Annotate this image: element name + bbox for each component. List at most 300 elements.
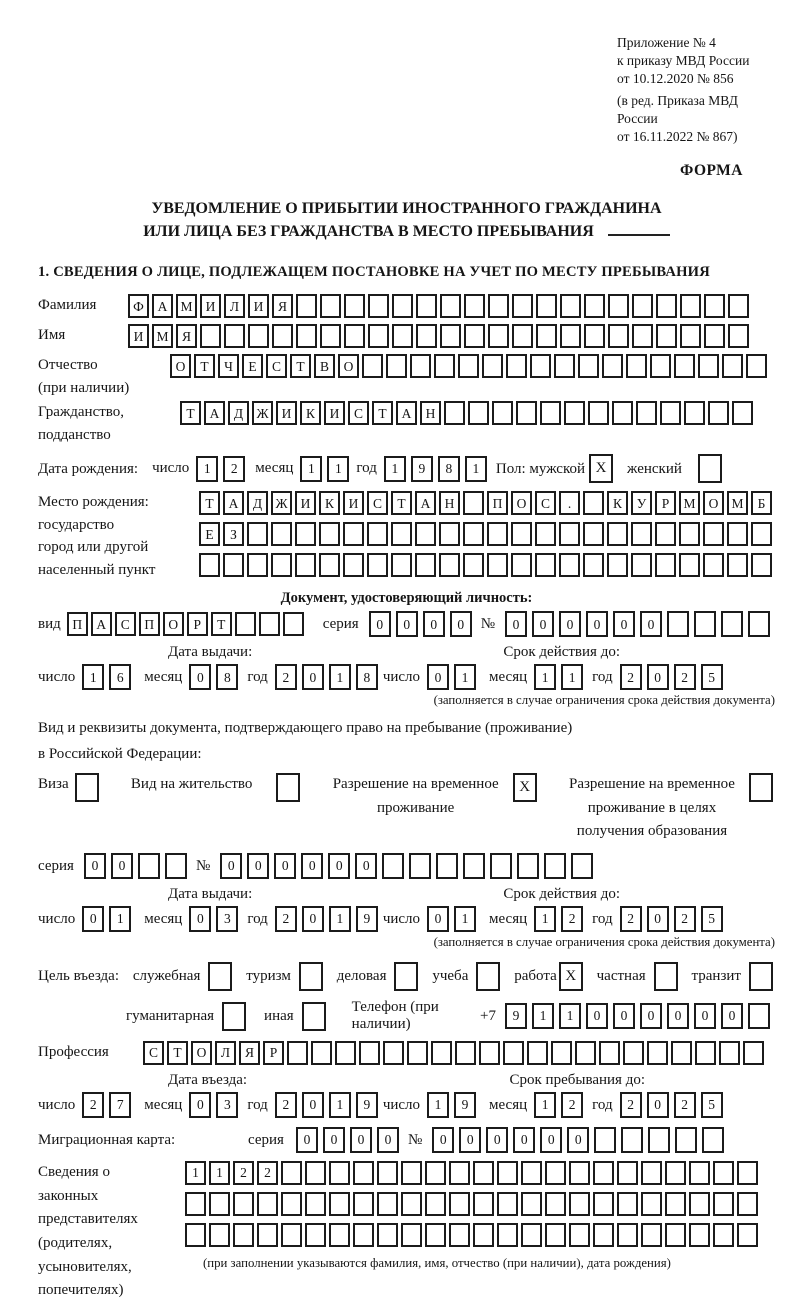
char-cell[interactable]: И: [200, 294, 221, 318]
char-cell[interactable]: [199, 553, 220, 577]
char-cell[interactable]: [463, 853, 485, 879]
char-cell[interactable]: 0: [302, 664, 324, 690]
char-cell[interactable]: [383, 1041, 404, 1065]
char-cell[interactable]: [623, 1041, 644, 1065]
char-cell[interactable]: [353, 1223, 374, 1247]
char-cell[interactable]: [521, 1192, 542, 1216]
char-cell[interactable]: [464, 294, 485, 318]
char-cell[interactable]: [497, 1161, 518, 1185]
char-cell[interactable]: О: [511, 491, 532, 515]
char-cell[interactable]: 0: [640, 611, 662, 637]
char-cell[interactable]: [335, 1041, 356, 1065]
char-cell[interactable]: 0: [721, 1003, 743, 1029]
char-cell[interactable]: [281, 1223, 302, 1247]
char-cell[interactable]: 1: [532, 1003, 554, 1029]
char-cell[interactable]: [281, 1192, 302, 1216]
char-cell[interactable]: Т: [180, 401, 201, 425]
char-cell[interactable]: [415, 522, 436, 546]
char-cell[interactable]: 0: [613, 611, 635, 637]
char-cell[interactable]: С: [535, 491, 556, 515]
char-cell[interactable]: [305, 1223, 326, 1247]
char-cell[interactable]: [165, 853, 187, 879]
char-cell[interactable]: [631, 522, 652, 546]
char-cell[interactable]: [235, 612, 256, 636]
char-cell[interactable]: 1: [209, 1161, 230, 1185]
char-cell[interactable]: П: [139, 612, 160, 636]
char-cell[interactable]: [530, 354, 551, 378]
char-cell[interactable]: 0: [540, 1127, 562, 1153]
purpose-commercial-checkbox[interactable]: [394, 962, 418, 991]
char-cell[interactable]: 8: [216, 664, 238, 690]
char-cell[interactable]: А: [415, 491, 436, 515]
char-cell[interactable]: [521, 1161, 542, 1185]
char-cell[interactable]: [713, 1161, 734, 1185]
char-cell[interactable]: [458, 354, 479, 378]
char-cell[interactable]: [554, 354, 575, 378]
char-cell[interactable]: [320, 324, 341, 348]
sex-female-checkbox[interactable]: [698, 454, 722, 483]
char-cell[interactable]: В: [314, 354, 335, 378]
char-cell[interactable]: [305, 1192, 326, 1216]
char-cell[interactable]: [386, 354, 407, 378]
char-cell[interactable]: Т: [199, 491, 220, 515]
char-cell[interactable]: 2: [275, 664, 297, 690]
char-cell[interactable]: [748, 1003, 770, 1029]
char-cell[interactable]: [296, 324, 317, 348]
char-cell[interactable]: [382, 853, 404, 879]
char-cell[interactable]: М: [727, 491, 748, 515]
char-cell[interactable]: 0: [189, 906, 211, 932]
char-cell[interactable]: [377, 1223, 398, 1247]
char-cell[interactable]: [713, 1192, 734, 1216]
char-cell[interactable]: Т: [391, 491, 412, 515]
char-cell[interactable]: 0: [296, 1127, 318, 1153]
char-cell[interactable]: 1: [185, 1161, 206, 1185]
temp-residence-checkbox[interactable]: X: [513, 773, 537, 802]
char-cell[interactable]: [482, 354, 503, 378]
char-cell[interactable]: 3: [216, 1092, 238, 1118]
char-cell[interactable]: М: [679, 491, 700, 515]
char-cell[interactable]: 8: [356, 664, 378, 690]
char-cell[interactable]: 9: [356, 906, 378, 932]
char-cell[interactable]: А: [152, 294, 173, 318]
char-cell[interactable]: Е: [242, 354, 263, 378]
char-cell[interactable]: 2: [561, 1092, 583, 1118]
char-cell[interactable]: [689, 1223, 710, 1247]
char-cell[interactable]: Ж: [271, 491, 292, 515]
char-cell[interactable]: 8: [438, 456, 460, 482]
char-cell[interactable]: [748, 611, 770, 637]
char-cell[interactable]: 0: [423, 611, 445, 637]
char-cell[interactable]: [319, 522, 340, 546]
char-cell[interactable]: Д: [228, 401, 249, 425]
char-cell[interactable]: Т: [290, 354, 311, 378]
char-cell[interactable]: О: [338, 354, 359, 378]
char-cell[interactable]: 1: [329, 664, 351, 690]
char-cell[interactable]: Н: [420, 401, 441, 425]
char-cell[interactable]: [209, 1192, 230, 1216]
char-cell[interactable]: И: [295, 491, 316, 515]
char-cell[interactable]: [569, 1192, 590, 1216]
char-cell[interactable]: [344, 324, 365, 348]
char-cell[interactable]: [295, 522, 316, 546]
char-cell[interactable]: 9: [454, 1092, 476, 1118]
char-cell[interactable]: С: [115, 612, 136, 636]
char-cell[interactable]: [708, 401, 729, 425]
char-cell[interactable]: [584, 324, 605, 348]
char-cell[interactable]: [632, 324, 653, 348]
char-cell[interactable]: [377, 1192, 398, 1216]
char-cell[interactable]: [353, 1161, 374, 1185]
char-cell[interactable]: [344, 294, 365, 318]
char-cell[interactable]: 1: [384, 456, 406, 482]
purpose-study-checkbox[interactable]: [476, 962, 500, 991]
char-cell[interactable]: [449, 1192, 470, 1216]
char-cell[interactable]: [233, 1223, 254, 1247]
char-cell[interactable]: Т: [372, 401, 393, 425]
char-cell[interactable]: [607, 553, 628, 577]
char-cell[interactable]: О: [163, 612, 184, 636]
char-cell[interactable]: Л: [215, 1041, 236, 1065]
char-cell[interactable]: [612, 401, 633, 425]
char-cell[interactable]: [311, 1041, 332, 1065]
char-cell[interactable]: [368, 324, 389, 348]
char-cell[interactable]: [223, 553, 244, 577]
char-cell[interactable]: [377, 1161, 398, 1185]
char-cell[interactable]: П: [67, 612, 88, 636]
char-cell[interactable]: [401, 1223, 422, 1247]
char-cell[interactable]: [536, 324, 557, 348]
char-cell[interactable]: [425, 1192, 446, 1216]
char-cell[interactable]: [479, 1041, 500, 1065]
char-cell[interactable]: [401, 1192, 422, 1216]
char-cell[interactable]: [416, 294, 437, 318]
char-cell[interactable]: [632, 294, 653, 318]
char-cell[interactable]: Р: [263, 1041, 284, 1065]
char-cell[interactable]: [425, 1223, 446, 1247]
char-cell[interactable]: 0: [350, 1127, 372, 1153]
char-cell[interactable]: [392, 324, 413, 348]
char-cell[interactable]: [737, 1223, 758, 1247]
char-cell[interactable]: [665, 1192, 686, 1216]
char-cell[interactable]: [593, 1223, 614, 1247]
char-cell[interactable]: 0: [613, 1003, 635, 1029]
sex-male-checkbox[interactable]: X: [589, 454, 613, 483]
char-cell[interactable]: [359, 1041, 380, 1065]
char-cell[interactable]: [535, 522, 556, 546]
char-cell[interactable]: 1: [559, 1003, 581, 1029]
char-cell[interactable]: 1: [534, 906, 556, 932]
char-cell[interactable]: 3: [216, 906, 238, 932]
char-cell[interactable]: 0: [486, 1127, 508, 1153]
char-cell[interactable]: С: [143, 1041, 164, 1065]
char-cell[interactable]: 0: [586, 611, 608, 637]
char-cell[interactable]: [271, 522, 292, 546]
char-cell[interactable]: [431, 1041, 452, 1065]
char-cell[interactable]: 2: [275, 906, 297, 932]
char-cell[interactable]: [257, 1223, 278, 1247]
char-cell[interactable]: [544, 853, 566, 879]
char-cell[interactable]: [575, 1041, 596, 1065]
char-cell[interactable]: 2: [223, 456, 245, 482]
char-cell[interactable]: [492, 401, 513, 425]
char-cell[interactable]: [368, 294, 389, 318]
char-cell[interactable]: 1: [196, 456, 218, 482]
char-cell[interactable]: [449, 1161, 470, 1185]
char-cell[interactable]: [329, 1223, 350, 1247]
title-blank-line[interactable]: [608, 220, 670, 236]
char-cell[interactable]: [559, 522, 580, 546]
char-cell[interactable]: Т: [194, 354, 215, 378]
char-cell[interactable]: 1: [534, 1092, 556, 1118]
char-cell[interactable]: [671, 1041, 692, 1065]
char-cell[interactable]: [425, 1161, 446, 1185]
char-cell[interactable]: [743, 1041, 764, 1065]
char-cell[interactable]: [247, 522, 268, 546]
char-cell[interactable]: [626, 354, 647, 378]
char-cell[interactable]: [287, 1041, 308, 1065]
char-cell[interactable]: 1: [327, 456, 349, 482]
char-cell[interactable]: 0: [427, 906, 449, 932]
char-cell[interactable]: [473, 1192, 494, 1216]
char-cell[interactable]: 0: [377, 1127, 399, 1153]
char-cell[interactable]: [512, 294, 533, 318]
char-cell[interactable]: 0: [647, 906, 669, 932]
char-cell[interactable]: [569, 1161, 590, 1185]
char-cell[interactable]: П: [487, 491, 508, 515]
purpose-business-checkbox[interactable]: [208, 962, 232, 991]
char-cell[interactable]: [416, 324, 437, 348]
char-cell[interactable]: К: [607, 491, 628, 515]
char-cell[interactable]: [440, 294, 461, 318]
char-cell[interactable]: 2: [257, 1161, 278, 1185]
char-cell[interactable]: 2: [561, 906, 583, 932]
char-cell[interactable]: Я: [239, 1041, 260, 1065]
char-cell[interactable]: [560, 324, 581, 348]
char-cell[interactable]: 0: [220, 853, 242, 879]
char-cell[interactable]: [665, 1161, 686, 1185]
char-cell[interactable]: [185, 1192, 206, 1216]
char-cell[interactable]: [588, 401, 609, 425]
char-cell[interactable]: [656, 294, 677, 318]
char-cell[interactable]: [521, 1223, 542, 1247]
char-cell[interactable]: 2: [620, 1092, 642, 1118]
char-cell[interactable]: [689, 1192, 710, 1216]
char-cell[interactable]: [647, 1041, 668, 1065]
char-cell[interactable]: [200, 324, 221, 348]
char-cell[interactable]: [584, 294, 605, 318]
char-cell[interactable]: [648, 1127, 670, 1153]
char-cell[interactable]: Т: [167, 1041, 188, 1065]
char-cell[interactable]: [545, 1192, 566, 1216]
char-cell[interactable]: Ф: [128, 294, 149, 318]
char-cell[interactable]: [679, 522, 700, 546]
char-cell[interactable]: К: [319, 491, 340, 515]
char-cell[interactable]: [674, 354, 695, 378]
char-cell[interactable]: [490, 853, 512, 879]
char-cell[interactable]: 6: [109, 664, 131, 690]
temp-residence-education-checkbox[interactable]: [749, 773, 773, 802]
char-cell[interactable]: 1: [109, 906, 131, 932]
char-cell[interactable]: [362, 354, 383, 378]
char-cell[interactable]: [138, 853, 160, 879]
char-cell[interactable]: [257, 1192, 278, 1216]
char-cell[interactable]: [439, 522, 460, 546]
char-cell[interactable]: А: [223, 491, 244, 515]
char-cell[interactable]: [463, 491, 484, 515]
char-cell[interactable]: [617, 1223, 638, 1247]
char-cell[interactable]: [517, 853, 539, 879]
char-cell[interactable]: [650, 354, 671, 378]
visa-checkbox[interactable]: [75, 773, 99, 802]
char-cell[interactable]: [224, 324, 245, 348]
char-cell[interactable]: [497, 1192, 518, 1216]
char-cell[interactable]: [391, 522, 412, 546]
char-cell[interactable]: [560, 294, 581, 318]
char-cell[interactable]: [641, 1223, 662, 1247]
char-cell[interactable]: [680, 324, 701, 348]
char-cell[interactable]: [506, 354, 527, 378]
char-cell[interactable]: [583, 522, 604, 546]
char-cell[interactable]: И: [343, 491, 364, 515]
purpose-other-checkbox[interactable]: [302, 1002, 326, 1031]
char-cell[interactable]: Я: [272, 294, 293, 318]
char-cell[interactable]: 0: [450, 611, 472, 637]
char-cell[interactable]: [444, 401, 465, 425]
char-cell[interactable]: [512, 324, 533, 348]
char-cell[interactable]: [578, 354, 599, 378]
char-cell[interactable]: 1: [427, 1092, 449, 1118]
char-cell[interactable]: [455, 1041, 476, 1065]
char-cell[interactable]: [569, 1223, 590, 1247]
char-cell[interactable]: [436, 853, 458, 879]
char-cell[interactable]: 2: [674, 906, 696, 932]
char-cell[interactable]: Р: [655, 491, 676, 515]
char-cell[interactable]: С: [348, 401, 369, 425]
char-cell[interactable]: 0: [505, 611, 527, 637]
char-cell[interactable]: [497, 1223, 518, 1247]
char-cell[interactable]: М: [152, 324, 173, 348]
char-cell[interactable]: 2: [233, 1161, 254, 1185]
char-cell[interactable]: [655, 553, 676, 577]
char-cell[interactable]: 5: [701, 906, 723, 932]
char-cell[interactable]: .: [559, 491, 580, 515]
purpose-work-checkbox[interactable]: X: [559, 962, 583, 991]
char-cell[interactable]: [259, 612, 280, 636]
char-cell[interactable]: Ж: [252, 401, 273, 425]
char-cell[interactable]: 0: [667, 1003, 689, 1029]
char-cell[interactable]: [536, 294, 557, 318]
char-cell[interactable]: [660, 401, 681, 425]
char-cell[interactable]: 0: [513, 1127, 535, 1153]
char-cell[interactable]: [296, 294, 317, 318]
char-cell[interactable]: 0: [559, 611, 581, 637]
char-cell[interactable]: [722, 354, 743, 378]
char-cell[interactable]: [487, 553, 508, 577]
char-cell[interactable]: 2: [674, 664, 696, 690]
purpose-transit-checkbox[interactable]: [749, 962, 773, 991]
char-cell[interactable]: [641, 1161, 662, 1185]
char-cell[interactable]: [545, 1223, 566, 1247]
char-cell[interactable]: [487, 522, 508, 546]
char-cell[interactable]: 0: [189, 1092, 211, 1118]
char-cell[interactable]: 2: [275, 1092, 297, 1118]
char-cell[interactable]: [617, 1161, 638, 1185]
char-cell[interactable]: [391, 553, 412, 577]
char-cell[interactable]: 1: [454, 664, 476, 690]
char-cell[interactable]: [593, 1161, 614, 1185]
char-cell[interactable]: [281, 1161, 302, 1185]
char-cell[interactable]: 0: [323, 1127, 345, 1153]
char-cell[interactable]: [631, 553, 652, 577]
char-cell[interactable]: [583, 491, 604, 515]
char-cell[interactable]: [594, 1127, 616, 1153]
char-cell[interactable]: [329, 1192, 350, 1216]
char-cell[interactable]: [689, 1161, 710, 1185]
purpose-tourism-checkbox[interactable]: [299, 962, 323, 991]
char-cell[interactable]: С: [266, 354, 287, 378]
char-cell[interactable]: [737, 1192, 758, 1216]
char-cell[interactable]: 2: [82, 1092, 104, 1118]
char-cell[interactable]: 1: [329, 1092, 351, 1118]
char-cell[interactable]: [434, 354, 455, 378]
char-cell[interactable]: [272, 324, 293, 348]
char-cell[interactable]: 0: [274, 853, 296, 879]
char-cell[interactable]: [305, 1161, 326, 1185]
char-cell[interactable]: 1: [465, 456, 487, 482]
char-cell[interactable]: 0: [640, 1003, 662, 1029]
char-cell[interactable]: С: [367, 491, 388, 515]
char-cell[interactable]: [719, 1041, 740, 1065]
char-cell[interactable]: [703, 553, 724, 577]
char-cell[interactable]: 2: [674, 1092, 696, 1118]
char-cell[interactable]: А: [204, 401, 225, 425]
char-cell[interactable]: [283, 612, 304, 636]
char-cell[interactable]: [608, 294, 629, 318]
char-cell[interactable]: Р: [187, 612, 208, 636]
char-cell[interactable]: Д: [247, 491, 268, 515]
char-cell[interactable]: [409, 853, 431, 879]
char-cell[interactable]: [679, 553, 700, 577]
char-cell[interactable]: [439, 553, 460, 577]
char-cell[interactable]: О: [170, 354, 191, 378]
char-cell[interactable]: З: [223, 522, 244, 546]
char-cell[interactable]: О: [191, 1041, 212, 1065]
char-cell[interactable]: 1: [300, 456, 322, 482]
char-cell[interactable]: 0: [355, 853, 377, 879]
char-cell[interactable]: 0: [586, 1003, 608, 1029]
char-cell[interactable]: 9: [411, 456, 433, 482]
char-cell[interactable]: И: [128, 324, 149, 348]
char-cell[interactable]: [367, 553, 388, 577]
char-cell[interactable]: [295, 553, 316, 577]
char-cell[interactable]: [511, 522, 532, 546]
char-cell[interactable]: Я: [176, 324, 197, 348]
char-cell[interactable]: 1: [329, 906, 351, 932]
char-cell[interactable]: Е: [199, 522, 220, 546]
char-cell[interactable]: [209, 1223, 230, 1247]
char-cell[interactable]: [732, 401, 753, 425]
char-cell[interactable]: 5: [701, 664, 723, 690]
char-cell[interactable]: 0: [647, 664, 669, 690]
char-cell[interactable]: 0: [111, 853, 133, 879]
char-cell[interactable]: К: [300, 401, 321, 425]
char-cell[interactable]: [449, 1223, 470, 1247]
char-cell[interactable]: [728, 294, 749, 318]
char-cell[interactable]: У: [631, 491, 652, 515]
char-cell[interactable]: [728, 324, 749, 348]
char-cell[interactable]: 2: [620, 906, 642, 932]
